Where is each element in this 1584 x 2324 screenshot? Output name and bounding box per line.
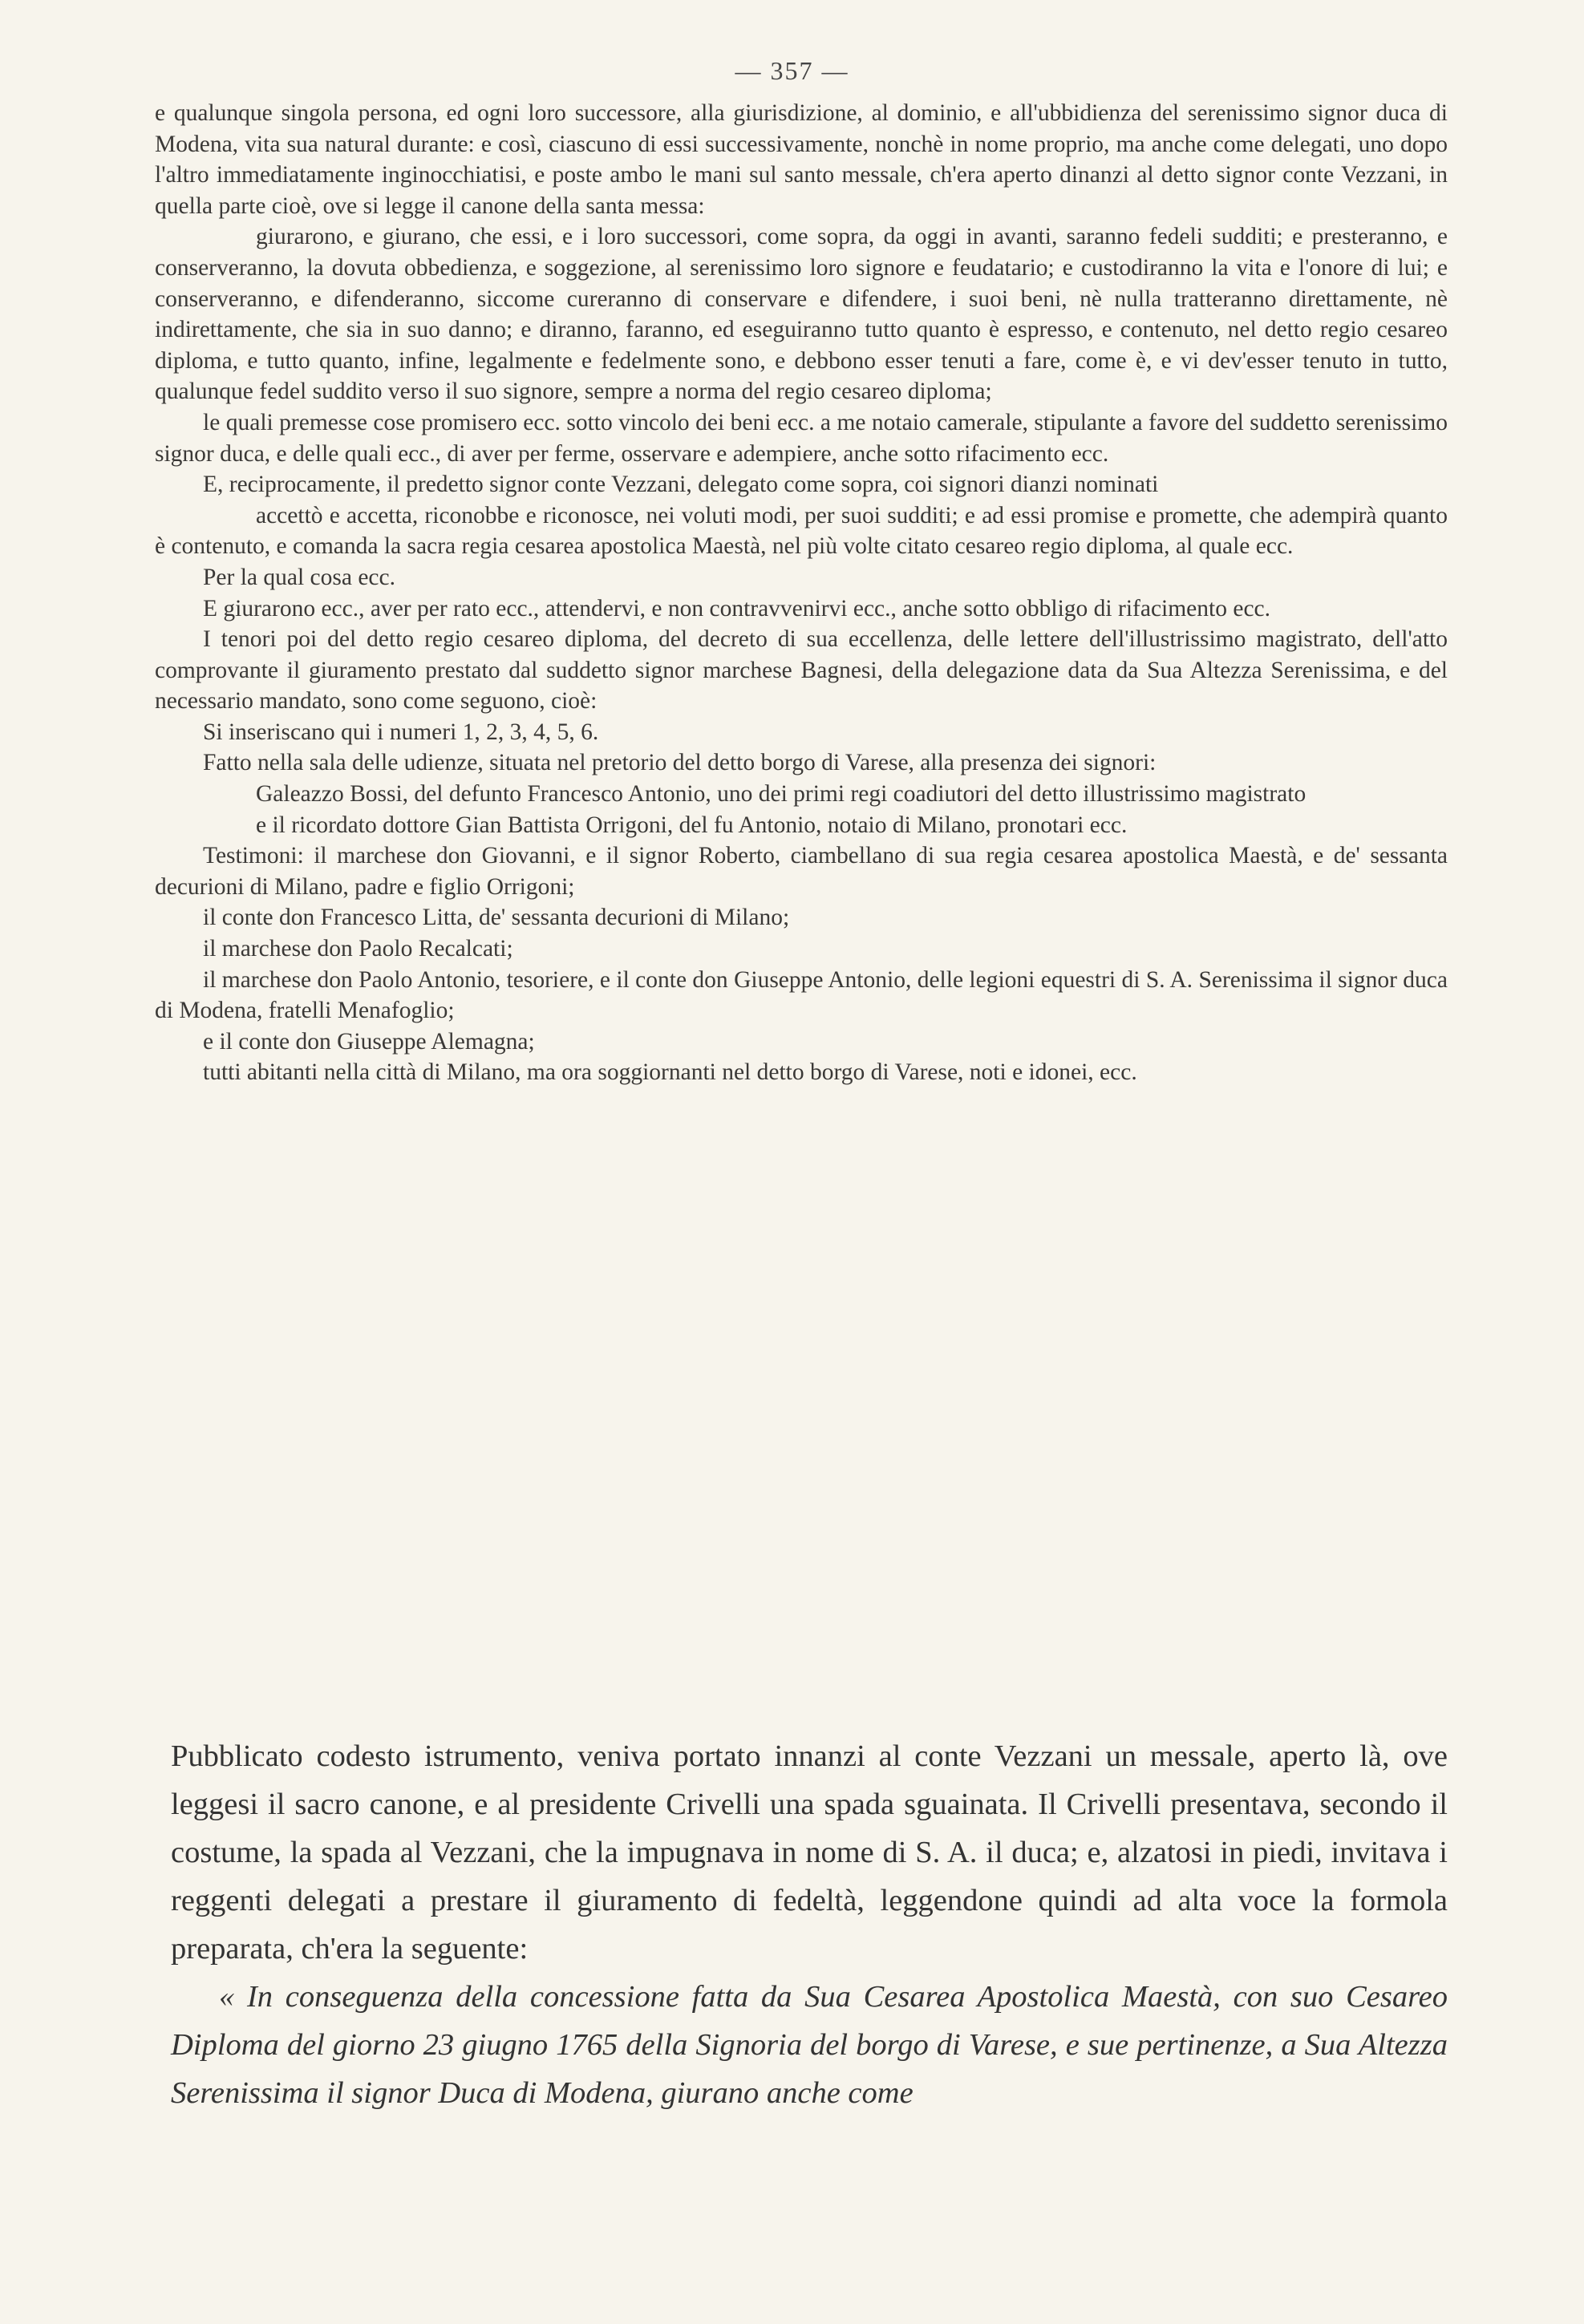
paragraph: Si inseriscano qui i numeri 1, 2, 3, 4, 5, 6. — [203, 719, 599, 745]
narrative-text — [171, 1732, 1448, 2117]
paragraph: giurarono, e giurano, che essi, e i loro successori, come sopra, da oggi in avanti, saranno fedeli sudditi; e presteranno, e conserveranno, la dovuta obbedienza, e soggezione, al serenissimo loro signore e feudatario; e custodiranno la vita e l'onore di lui; e conserveranno, e difenderanno, siccome cureranno di conservare e difendere, i suoi beni, nè nulla tratteranno direttamente, nè indirettamente, che sia in suo danno; e diranno, faranno, ed eseguiranno tutto quanto è espresso, e contenuto, nel detto regio cesareo diploma, e tutto quanto, infine, legalmente e fedelmente sono, e debbono esser tenuti a fare, come è, e vi dev'esser tenuto in tutto, qualunque fedel suddito verso il suo signore, sempre a norma del regio cesareo diploma; — [155, 224, 1448, 405]
paragraph: Pubblicato codesto istrumento, veniva portato innanzi al conte Vezzani un messale, aperto là, ove leggesi il sacro canone, e al presidente Crivelli una spada sguainata. Il Crivelli presentava, secondo il costume, la spada al Vezzani, che la impugnava in nome di S. A. il duca; e, alzatosi in piedi, invitava i reggenti delegati a prestare il giuramento di fedeltà, leggendone quindi ad alta voce la formola preparata, ch'era la seguente: — [171, 1739, 1448, 1966]
paragraph: il marchese don Paolo Antonio, tesoriere, e il conte don Giuseppe Antonio, delle legioni equestri di S. A. Serenissima il signor duca di Modena, fratelli Menafoglio; — [155, 966, 1448, 1024]
paragraph: accettò e accetta, riconobbe e riconosce, nei voluti modi, per suoi sudditi; e ad essi promise e promette, che adempirà quanto è contenuto, e comanda la sacra regia cesarea apostolica Maestà, nel più volte citato cesareo regio diploma, al quale ecc. — [155, 502, 1448, 560]
paragraph: Fatto nella sala delle udienze, situata nel pretorio del detto borgo di Varese, alla presenza dei signori: — [203, 750, 1157, 776]
paragraph: e il conte don Giuseppe Alemagna; — [203, 1028, 535, 1055]
paragraph: Per la qual cosa ecc. — [203, 564, 395, 590]
paragraph: Galeazzo Bossi, del defunto Francesco Antonio, uno dei primi regi coadiutori del detto illustrissimo magistrato — [256, 781, 1306, 808]
paragraph: E, reciprocamente, il predetto signor conte Vezzani, delegato come sopra, coi signori dianzi nominati — [203, 472, 1159, 498]
paragraph: I tenori poi del detto regio cesareo diploma, del decreto di sua eccellenza, delle lettere dell'illustrissimo magistrato, dell'atto comprovante il giuramento prestato dal suddetto signor marchese Bagnesi, della delegazione data da Sua Altezza Serenissima, e del necessario mandato, sono come seguono, cioè: — [155, 626, 1448, 715]
paragraph: e qualunque singola persona, ed ogni loro successore, alla giurisdizione, al dominio, e all'ubbidienza del serenissimo signor duca di Modena, vita sua natural durante: e così, ciascuno di essi successivamente, nonchè in nome proprio, ma anche come delegati, uno dopo l'altro immediatamente inginocchiatisi, e poste ambo le mani sul santo messale, ch'era aperto dinanzi al detto signor conte Vezzani, in quella parte cioè, ove si legge il canone della santa messa: — [155, 100, 1448, 219]
paragraph: tutti abitanti nella città di Milano, ma ora soggiornanti nel detto borgo di Varese, noti e idonei, ecc. — [203, 1059, 1137, 1086]
notarial-act-text — [155, 98, 1448, 1088]
paragraph: le quali premesse cose promisero ecc. sotto vincolo dei beni ecc. a me notaio camerale, stipulante a favore del suddetto serenissimo signor duca, e delle quali ecc., di aver per ferme, osservare e adempiere, anche sotto rifacimento ecc. — [155, 409, 1448, 467]
paragraph: Testimoni: il marchese don Giovanni, e il signor Roberto, ciambellano di sua regia cesarea apostolica Maestà, e de' sessanta decurioni di Milano, padre e figlio Orrigoni; — [155, 843, 1448, 900]
paragraph: il conte don Francesco Litta, de' sessanta decurioni di Milano; — [203, 905, 790, 931]
paragraph: E giurarono ecc., aver per rato ecc., attendervi, e non contravvenirvi ecc., anche sotto obbligo di rifacimento ecc. — [203, 595, 1271, 621]
oath-quote: « In conseguenza della concessione fatta da Sua Cesarea Apostolica Maestà, con suo Cesareo Diploma del giorno 23 giugno 1765 della Signoria del borgo di Varese, e sue pertinenze, a Sua Altezza Serenissima il signor Duca di Modena, giurano anche come — [171, 1980, 1448, 2110]
paragraph: e il ricordato dottore Gian Battista Orrigoni, del fu Antonio, notaio di Milano, pronotari ecc. — [256, 812, 1128, 838]
page-number: — 357 — — [735, 56, 849, 85]
paragraph: il marchese don Paolo Recalcati; — [203, 936, 513, 962]
